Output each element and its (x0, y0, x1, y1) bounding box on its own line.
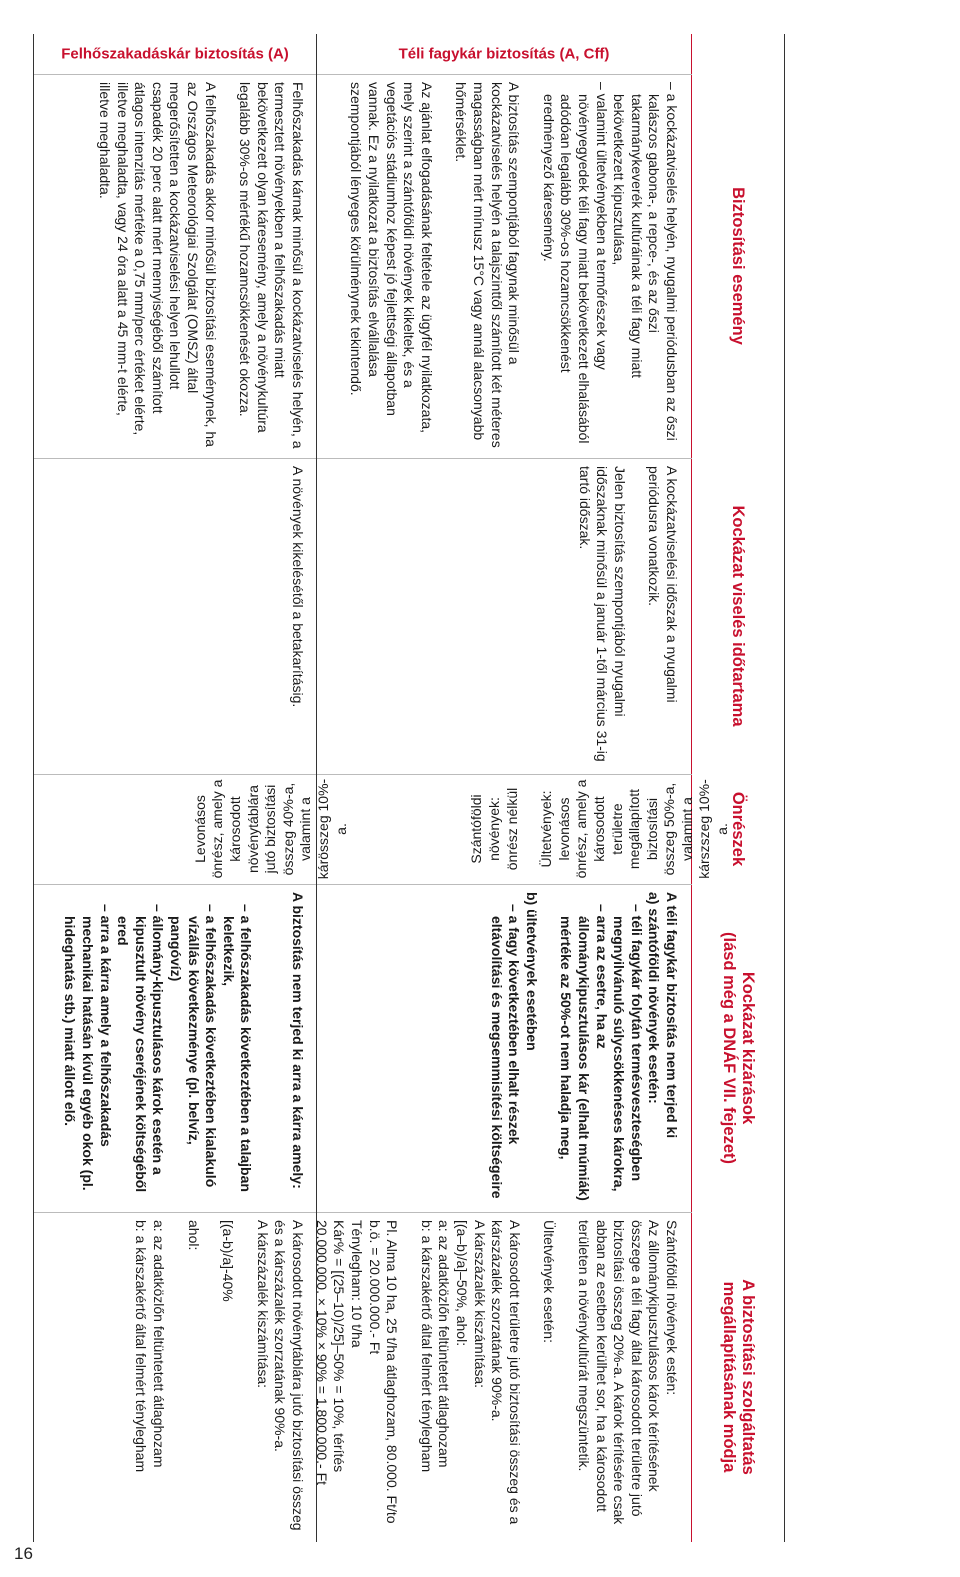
hail-exclusions-cell (61, 892, 306, 1204)
hail-exclusions-intro: A biztosítás nem terjed ki arra a kárra amely: (290, 892, 306, 1189)
winter-exclusions-b: b) ültetvények esetében (523, 892, 540, 1051)
row-label-winter: Téli fagykár biztosítás (A, Cff) (399, 45, 610, 63)
hail-event-text: A felhőszakadás akkor minősül biztosítási eseménynek, ha az Országos Meteorológiai Szolgálat (OMSZ) által megerősítetten a kockázatviselési helyen lehullott csapadék 20 perc alatt mért mennyiségéből számított átlagos intenzitás mértéke a 0,75 mm/perc értéket elérte, illetve meghaladta, vagy 24 óra alatt a 45 mm-t elérte, illetve meghaladta. (97, 82, 219, 447)
winter-event-bullet: – valamint ültetvényekben a termőrészek vagy növényegyedek téli fagy miatt bekövetkezett elhalásából adódóan legalább 30%-os hozamcsökkenést eredményező káresemény. (540, 82, 610, 444)
header-deductible: Önrészek (729, 791, 748, 867)
winter-exclusions-item: – arra az esetre, ha az állománykipusztulásos kár (elhalt múmiák) mértéke az 50%-ot nem haladja meg, (558, 904, 610, 1201)
winter-service-text: a: az adatközlőn feltüntetett átlaghozam (436, 1220, 453, 1468)
coverage-table (33, 34, 785, 1542)
column-divider (34, 884, 692, 885)
hail-deductible-cell (191, 778, 349, 880)
winter-exclusions-intro: A téli fagykár biztosítás nem terjed ki (664, 892, 680, 1139)
hail-service-text: ahol: (185, 1220, 202, 1251)
header-service: A biztosítási szolgáltatás megállapításának módja (720, 1279, 757, 1475)
winter-service-title: Szántóföldi növények estén: (664, 1220, 680, 1396)
winter-duration-cell (558, 466, 680, 766)
winter-service-text: Az állománykipusztulásos károk térítésének összege a téli fagy által károsodott területre jutó biztosítási összeg 20%-a. A károk térítésére csak abban az esetben kerülhet sor, ha a károsodott területen a növénykultúrát megszüntetik. (576, 1220, 663, 1525)
hail-exclusions-item: – a felhőszakadás következtében kialakuló vízállás következménye (pl. belvíz, pangóvíz) (168, 904, 220, 1188)
winter-service-text: A károsodott területre jutó biztosítási összeg és a kárszázalék szorzatának 90%-a. (489, 1220, 523, 1525)
winter-exclusions-cell (487, 892, 680, 1204)
winter-exclusions-item: – téli fagykár folytán termésveszteségben megnyilvánuló súlycsökkenéses károkra, (611, 904, 645, 1192)
winter-exclusions-item: – a fagy következtében elhalt részek eltávolítási és megsemmisítési költségeire (488, 904, 523, 1199)
winter-duration-text: A kockázatviselési időszak a nyugalmi periódusra vonatkozik. (646, 466, 680, 703)
header-exclusions: Kockázat kizárások (lásd még a DNÁF VII. fejezet) (720, 932, 757, 1164)
winter-service-example: Pl. Alma 10 ha, 25 t/ha átlaghozam, 80.000. Ft/to (384, 1220, 401, 1524)
winter-service-formula: [(a–b)/a]–50%, ahol: (454, 1220, 471, 1347)
header-event: Biztosítási esemény (729, 187, 748, 345)
hail-duration-text: A növények kikelésétől a betakarításig. (290, 466, 306, 708)
hail-service-text: b: a kárszakértő által felmért ténylegham (133, 1220, 150, 1473)
column-divider (34, 774, 692, 775)
winter-service-example: b.ö. = 20.000.000.- Ft (366, 1220, 383, 1355)
winter-service-example: Ténylegham: 10 t/ha (349, 1220, 366, 1348)
winter-exclusions-a: a) szántóföldi növények esetén: (646, 892, 663, 1104)
winter-deductible-cell (468, 778, 731, 880)
hail-deductible-text: Levonásos önrész, amely a károsodott növénytáblára jutó biztosítási összeg 40%-a, valamint a kárösszeg 10%-a. (191, 778, 349, 880)
hail-service-text: A károsodott növénytáblára jutó biztosítási összeg és a kárszázalék szorzatának 90%-a. (272, 1220, 306, 1531)
winter-service-example: Kár% = [(25–10)/25]–50% = 10%, térítés 20.000.000. × 10% × 90% = 1.800.000.- Ft (313, 1220, 348, 1486)
hail-service-text: A kárszázalék kiszámítása: (254, 1220, 271, 1389)
hail-duration-cell (271, 466, 306, 766)
page-number: 16 (14, 1544, 33, 1563)
winter-service-text: A kárszázalék kiszámítása: (471, 1220, 488, 1389)
winter-service-title: Ültetvények esetén: (541, 1220, 558, 1343)
hail-exclusions-item: – a felhőszakadás következtében a talajban keletkezik, (220, 904, 255, 1192)
winter-event-bullet: – a kockázatviselés helyén, nyugalmi periódusban az őszi kalászos gabona-, a repce-, és az őszi takarmánykeverék kultúráinak a téli fagy miatt bekövetkezett kipusztulása, (611, 82, 680, 441)
winter-event-condition: Az ajánlat elfogadásának feltétele az ügyfél nyilatkozata, mely szerint a szántóföldi növények kikeltek, és a vegetációs stádiumhoz képest jó fejlettségi állapotban vannak. Ez a nyilatkozat a biztosítás elvállalása szempontjából lényeges körülménynek tekintendő. (348, 82, 435, 434)
hail-event-text: Felhőszakadás kárnak minősül a kockázatviselés helyén, a termesztett növényekben a felhőszakadás miatt bekövetkezett olyan káresemény, amely a növénykultúra legalább 30%-os mértékű hozamcsökkenését okozza. (237, 82, 306, 449)
row-label-hail: Felhőszakadáskár biztosítás (A) (61, 45, 290, 63)
hail-exclusions-item: – állomány-kipusztulásos károk esetén a kipusztult növény cseréjének költségéből ered (115, 904, 167, 1193)
hail-service-text: a: az adatközlőn feltüntetett átlaghozam (151, 1220, 168, 1468)
winter-service-cell (312, 1220, 680, 1534)
winter-service-text: b: a kárszakértő által felmért ténylegham (418, 1220, 435, 1473)
winter-event-cell (330, 82, 680, 450)
hail-event-cell (95, 82, 306, 450)
winter-duration-text: Jelen biztosítás szempontjából nyugalmi időszaknak minősül a január 1-től március 31-ig tartó időszak. (576, 466, 628, 762)
column-divider (34, 1212, 692, 1213)
header-duration: Kockázat viselés időtartama (729, 505, 748, 727)
column-divider (34, 74, 692, 75)
hail-exclusions-item: – arra a kárra amely a felhőszakadás mechanikai hatásán kívül egyéb okok (pl. hideghatás stb.) miatt állott elő. (62, 904, 114, 1191)
winter-event-frost-definition: A biztosítás szempontjából fagynak minősül a kockázatviselés helyén a talajszinttől számított két méteres magasságban mért mínusz 15°C vagy annál alacsonyabb hőmérséklet. (453, 82, 523, 448)
hail-service-cell (132, 1220, 306, 1534)
winter-deductible-text: Szántóföldi növények: önrész nélkül (468, 787, 520, 871)
hail-service-formula: [(a-b)/a]-40% (220, 1220, 237, 1302)
winter-deductible-text: Ültetvények: levonásos önrész, amely a károsodott területre megállapított biztosítási összeg 50%-a, valamint a kárszszeg 10%-a. (538, 779, 731, 879)
column-divider (34, 458, 692, 459)
